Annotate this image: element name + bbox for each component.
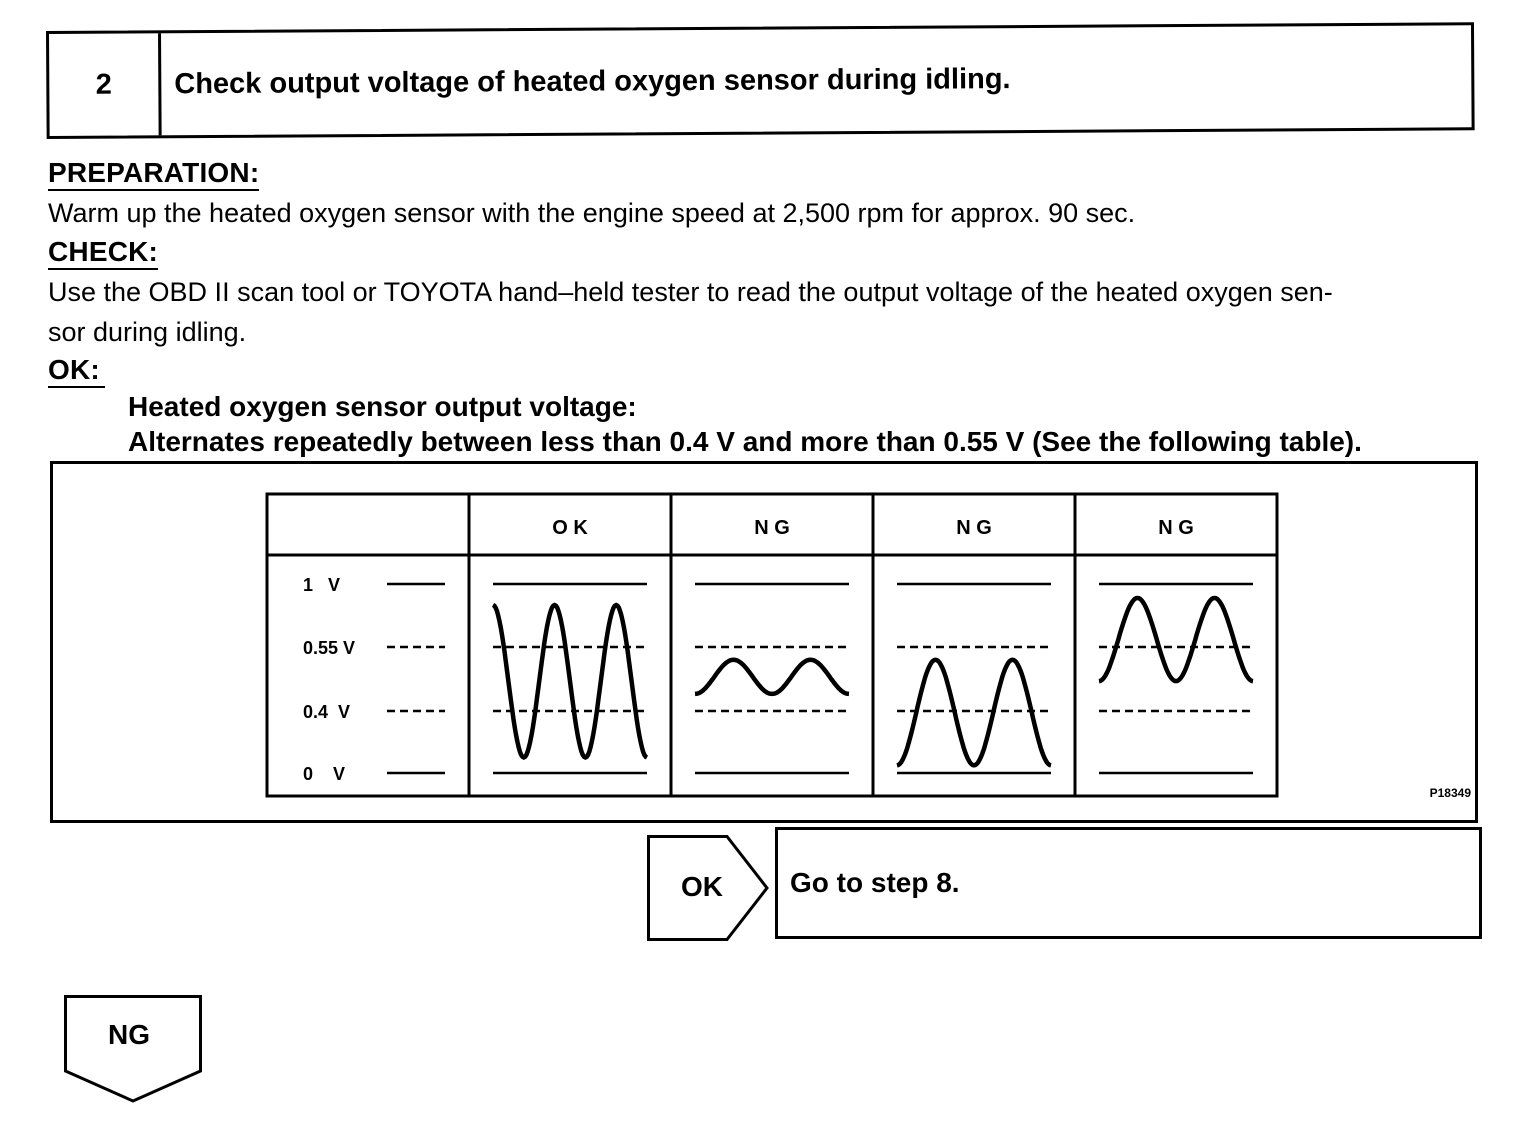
preparation-text: Warm up the heated oxygen sensor with the engine speed at 2,500 rpm for approx. 90 sec.: [48, 198, 1136, 228]
check-text-line2: sor during idling.: [48, 317, 247, 347]
step-title: Check output voltage of heated oxygen sensor during idling.: [174, 62, 1011, 100]
figure-code: P18349: [1429, 786, 1471, 800]
step-number: 2: [49, 33, 162, 136]
col-header-ng: N G: [754, 517, 790, 539]
voltage-label-1v: 1 V: [303, 575, 341, 595]
ok-heading: OK:: [48, 355, 105, 388]
ok-tag-label: OK: [681, 871, 723, 902]
waveform-ng-curve: [1099, 598, 1253, 681]
col-header-ng: N G: [956, 517, 992, 539]
table-border: [267, 494, 1277, 796]
waveform-figure: [50, 461, 1478, 823]
step-header: [46, 22, 1475, 139]
waveform-ok-curve: [493, 605, 647, 758]
voltage-label-04v: 0.4 V: [303, 702, 351, 722]
col-header-ng: N G: [1158, 517, 1194, 539]
ok-result-box: [775, 827, 1482, 939]
voltage-label-0v: 0 V: [303, 764, 346, 784]
ok-spec-line2: Alternates repeatedly between less than 0.4 V and more than 0.55 V (See the following table).: [128, 426, 1362, 457]
ng-tag-label: NG: [108, 1019, 150, 1050]
preparation-heading: PREPARATION:: [48, 158, 259, 191]
ng-result-tag: [64, 995, 202, 1103]
ok-result-text: Go to step 8.: [790, 867, 960, 898]
check-heading: CHECK:: [48, 237, 158, 270]
voltage-label-055v: 0.55 V: [303, 638, 356, 658]
col-header-ok: O K: [552, 517, 588, 539]
waveform-ng-curve: [695, 660, 849, 694]
waveform-table: [53, 464, 1475, 820]
check-text-line1: Use the OBD II scan tool or TOYOTA hand–held tester to read the output voltage of the heated oxygen sen-: [48, 277, 1333, 307]
ok-result-tag: [647, 835, 771, 941]
waveform-ng-curve: [897, 660, 1051, 766]
ok-spec-line1: Heated oxygen sensor output voltage:: [128, 391, 637, 422]
